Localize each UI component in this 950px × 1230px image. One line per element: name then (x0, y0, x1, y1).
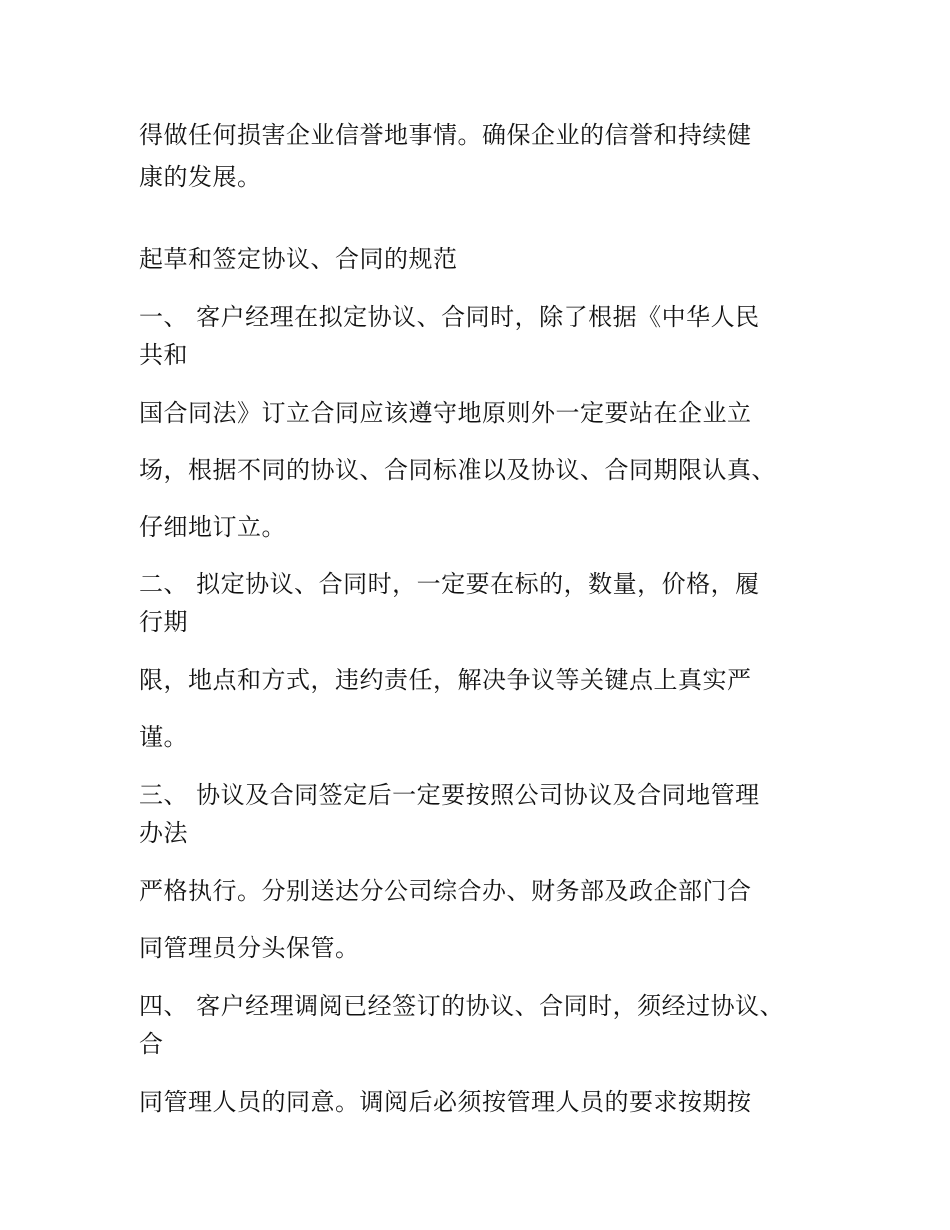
clause-4-line: 同管理人员的同意。调阅后必须按管理人员的要求按期按 (139, 1088, 752, 1116)
clause-1-line: 仔细地订立。 (139, 513, 286, 541)
clause-4-line: 合 (139, 1030, 164, 1058)
clause-3-line: 严格执行。分别送达分公司综合办、财务部及政企部门合 (139, 877, 752, 905)
clause-1-line: 一、 客户经理在拟定协议、合同时，除了根据《中华人民 (139, 303, 760, 331)
clause-1-line: 共和 (139, 341, 188, 369)
clause-2-line: 谨。 (139, 723, 188, 751)
section-heading: 起草和签定协议、合同的规范 (139, 245, 458, 273)
clause-2-line: 二、 拟定协议、合同时，一定要在标的，数量，价格，履 (139, 570, 760, 598)
paragraph-line: 得做任何损害企业信誉地事情。确保企业的信誉和持续健 (139, 121, 752, 149)
clause-1-line: 场，根据不同的协议、合同标准以及协议、合同期限认真、 (139, 456, 776, 484)
clause-3-line: 办法 (139, 819, 188, 847)
clause-2-line: 行期 (139, 608, 188, 636)
clause-1-line: 国合同法》订立合同应该遵守地原则外一定要站在企业立 (139, 399, 752, 427)
clause-4-line: 四、 客户经理调阅已经签订的协议、合同时，须经过协议、 (139, 992, 785, 1020)
clause-3-line: 同管理员分头保管。 (139, 934, 360, 962)
clause-3-line: 三、 协议及合同签定后一定要按照公司协议及合同地管理 (139, 781, 760, 809)
paragraph-line: 康的发展。 (139, 163, 262, 191)
clause-2-line: 限，地点和方式，违约责任，解决争议等关键点上真实严 (139, 666, 752, 694)
